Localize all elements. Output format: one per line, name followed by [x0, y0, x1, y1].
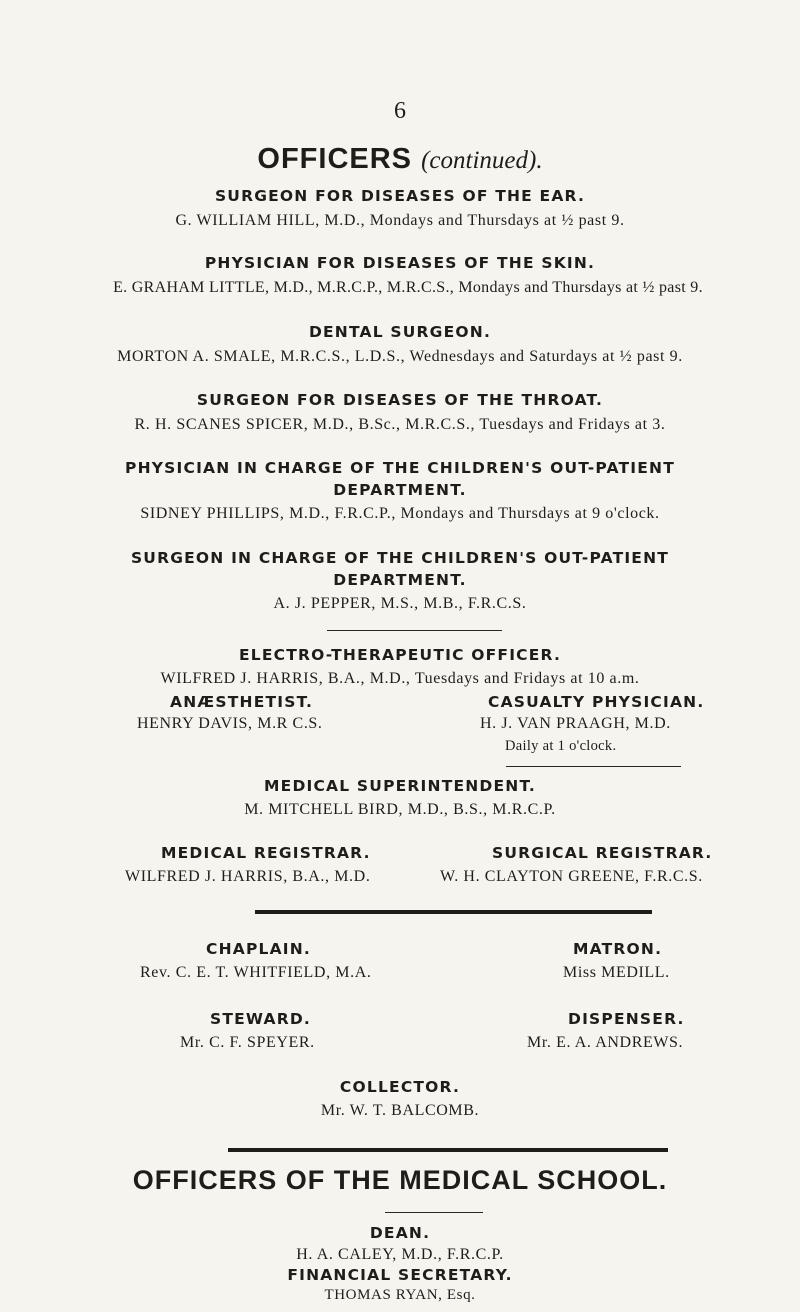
casualty-physician-heading: CASUALTY PHYSICIAN. — [488, 693, 705, 711]
matron-heading: MATRON. — [573, 940, 663, 958]
skin-physician-text: E. GRAHAM LITTLE, M.D., M.R.C.P., M.R.C.S., Mondays and Thursdays at ½ past 9. — [113, 279, 703, 296]
children-physician-heading-line2: DEPARTMENT. — [333, 481, 467, 499]
superintendent-heading: MEDICAL SUPERINTENDENT. — [264, 777, 536, 795]
divider-rule — [506, 766, 681, 767]
ear-surgeon-heading: SURGEON FOR DISEASES OF THE EAR. — [214, 187, 586, 205]
medical-school-title: OFFICERS OF THE MEDICAL SCHOOL. — [132, 1165, 668, 1195]
anaesthetist-heading: ANÆSTHETIST. — [170, 693, 314, 711]
financial-secretary-heading: FINANCIAL SECRETARY. — [287, 1266, 513, 1284]
children-physician-text: SIDNEY PHILLIPS, M.D., F.R.C.P., Mondays and Thursdays at 9 o'clock. — [140, 505, 660, 522]
dispenser-heading: DISPENSER. — [568, 1010, 685, 1028]
children-surgeon-text: A. J. PEPPER, M.S., M.B., F.R.C.S. — [273, 595, 527, 612]
throat-surgeon-text: R. H. SCANES SPICER, M.D., B.Sc., M.R.C.S., Tuesdays and Fridays at 3. — [134, 416, 666, 433]
divider-rule — [385, 1212, 483, 1213]
steward-text: Mr. C. F. SPEYER. — [180, 1034, 315, 1051]
skin-physician-heading: PHYSICIAN FOR DISEASES OF THE SKIN. — [204, 254, 596, 272]
children-surgeon-heading-line2: DEPARTMENT. — [333, 571, 467, 589]
matron-text: Miss MEDILL. — [563, 964, 670, 981]
officers-title — [0, 143, 800, 176]
surgical-registrar-text: W. H. CLAYTON GREENE, F.R.C.S. — [440, 868, 703, 885]
divider-rule — [327, 630, 502, 631]
dispenser-text: Mr. E. A. ANDREWS. — [527, 1034, 684, 1051]
children-physician-heading-line1: PHYSICIAN IN CHARGE OF THE CHILDREN'S OUT-PATIENT — [125, 459, 675, 477]
medical-registrar-heading: MEDICAL REGISTRAR. — [161, 844, 371, 862]
casualty-physician-text: H. J. VAN PRAAGH, M.D. — [480, 715, 671, 732]
thick-divider — [228, 1148, 668, 1152]
chaplain-heading: CHAPLAIN. — [206, 940, 312, 958]
officers-title-main: OFFICERS — [257, 143, 413, 175]
casualty-physician-note: Daily at 1 o'clock. — [505, 738, 617, 754]
dental-surgeon-heading: DENTAL SURGEON. — [308, 323, 492, 341]
electro-officer-text: WILFRED J. HARRIS, B.A., M.D., Tuesdays and Fridays at 10 a.m. — [160, 670, 640, 687]
collector-heading: COLLECTOR. — [339, 1078, 461, 1096]
dean-text: H. A. CALEY, M.D., F.R.C.P. — [296, 1246, 504, 1263]
dean-heading: DEAN. — [369, 1224, 431, 1242]
surgical-registrar-heading: SURGICAL REGISTRAR. — [492, 844, 713, 862]
superintendent-text: M. MITCHELL BIRD, M.D., B.S., M.R.C.P. — [244, 801, 556, 818]
financial-secretary-text: THOMAS RYAN, Esq. — [324, 1287, 476, 1303]
medical-registrar-text: WILFRED J. HARRIS, B.A., M.D. — [125, 868, 371, 885]
dental-surgeon-text: MORTON A. SMALE, M.R.C.S., L.D.S., Wednesdays and Saturdays at ½ past 9. — [117, 348, 683, 365]
steward-heading: STEWARD. — [210, 1010, 312, 1028]
thick-divider — [255, 910, 652, 914]
throat-surgeon-heading: SURGEON FOR DISEASES OF THE THROAT. — [196, 391, 604, 409]
anaesthetist-text: HENRY DAVIS, M.R C.S. — [137, 715, 323, 732]
officers-title-continued: (continued). — [421, 147, 543, 174]
ear-surgeon-text: G. WILLIAM HILL, M.D., Mondays and Thursdays at ½ past 9. — [175, 212, 625, 229]
electro-officer-heading: ELECTRO-THERAPEUTIC OFFICER. — [238, 646, 562, 664]
chaplain-text: Rev. C. E. T. WHITFIELD, M.A. — [140, 964, 372, 981]
children-surgeon-heading-line1: SURGEON IN CHARGE OF THE CHILDREN'S OUT-PATIENT — [130, 549, 670, 567]
collector-text: Mr. W. T. BALCOMB. — [320, 1102, 480, 1119]
page-number: 6 — [394, 98, 406, 124]
